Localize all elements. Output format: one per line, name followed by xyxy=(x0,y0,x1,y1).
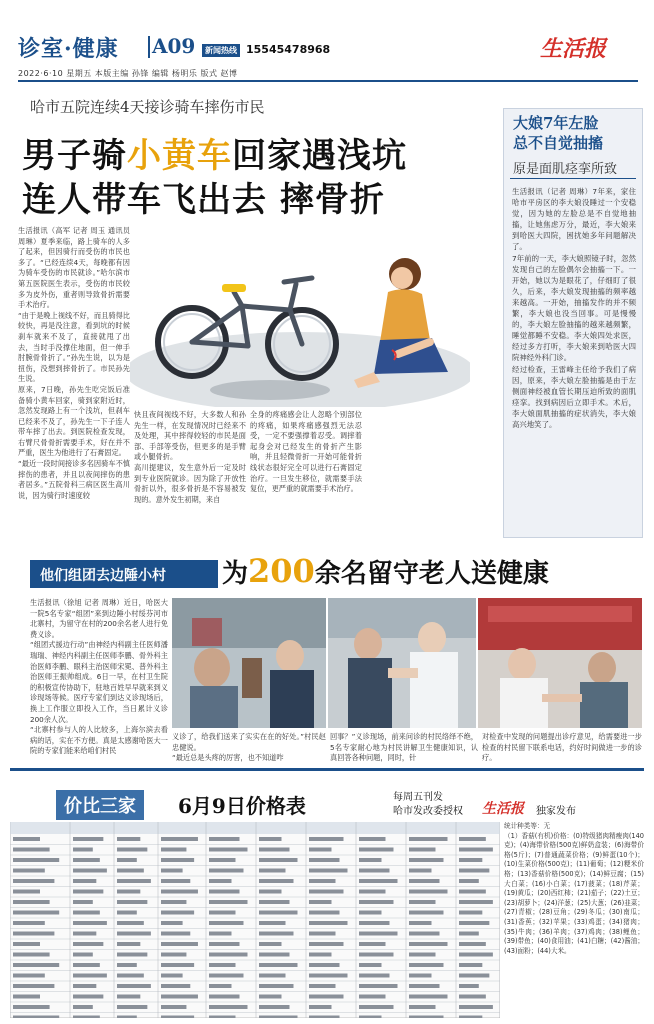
table-cell-text xyxy=(459,858,482,862)
table-cell-text xyxy=(459,837,486,841)
table-cell-text xyxy=(161,963,194,967)
table-cell-text xyxy=(359,911,382,915)
table-cell-text xyxy=(117,932,151,936)
table-cell-text xyxy=(409,932,440,936)
table-cell-text xyxy=(459,1016,482,1019)
table-cell-text xyxy=(409,879,440,883)
table-cell-text xyxy=(409,953,436,957)
price-brand-logo: 生活报 xyxy=(482,801,524,817)
table-cell-text xyxy=(117,900,147,904)
table-cell-text xyxy=(117,911,137,915)
table-cell-text xyxy=(409,963,444,967)
table-cell-text xyxy=(259,942,282,946)
price-section-rule xyxy=(10,768,644,771)
table-cell-text xyxy=(13,1005,50,1009)
table-cell-text xyxy=(409,848,436,852)
table-cell-text xyxy=(309,963,340,967)
table-cell-text xyxy=(13,837,40,841)
table-cell-text xyxy=(13,932,54,936)
table-cell-text xyxy=(359,974,390,978)
table-cell-text xyxy=(309,1016,340,1019)
table-cell-text xyxy=(259,879,294,883)
table-cell-text xyxy=(409,1005,436,1009)
lead-column-2: 快且夜间视线不好，大多数人和孙先生一样，在发现情况时已经来不及处理，其中摔得较轻的市民是面部、手部等受伤，但更多的是手臂或小腿骨折。 高川提建议，发生意外后一定及时到专业医院就诊。因为除了开放性骨折以外，很多骨折是不容易被发现的。意外发生初期，来自 xyxy=(134,410,246,504)
table-cell-text xyxy=(209,963,236,967)
table-cell-text xyxy=(359,942,386,946)
table-cell-text xyxy=(359,900,394,904)
table-cell-text xyxy=(117,837,140,841)
table-cell-text xyxy=(13,879,54,883)
table-cell-text xyxy=(459,984,479,988)
table-cell-text xyxy=(459,932,479,936)
table-cell-text xyxy=(13,869,45,873)
table-cell-text xyxy=(209,953,248,957)
table-cell-text xyxy=(409,911,444,915)
table-cell-text xyxy=(209,932,232,936)
table-cell-text xyxy=(73,911,100,915)
lead-headline-line1 xyxy=(22,128,407,177)
table-cell-text xyxy=(309,953,332,957)
table-cell-text xyxy=(73,879,96,883)
table-cell-text xyxy=(359,984,398,988)
table-cell-text xyxy=(309,921,348,925)
table-cell-text xyxy=(259,995,282,999)
table-cell-text xyxy=(13,921,45,925)
table-cell-text xyxy=(409,974,432,978)
price-authority: 哈市发改委授权 xyxy=(393,806,463,817)
issue-info: 2022·6·10 星期五 本版主编 孙锋 编辑 杨明乐 版式 赵博 xyxy=(18,69,238,78)
table-cell-text xyxy=(209,984,232,988)
table-cell-text xyxy=(459,921,489,925)
table-cell-text xyxy=(209,879,232,883)
table-cell-text xyxy=(13,890,40,894)
lead-headline-line2: 连人带车飞出去 摔骨折 xyxy=(22,180,385,220)
price-section-tag: 价比三家 xyxy=(56,790,144,820)
table-cell-text xyxy=(161,858,194,862)
table-cell-text xyxy=(209,911,236,915)
story2-column-4: 对检查中发现的问题提出诊疗意见，给需要进一步检查的村民留下联系电话，约好时间做进一步的诊疗。 xyxy=(482,732,642,763)
table-cell-text xyxy=(309,900,332,904)
table-cell-text xyxy=(409,942,448,946)
table-cell-text xyxy=(161,879,190,883)
table-cell-text xyxy=(259,1016,298,1019)
table-cell-text xyxy=(359,837,386,841)
headline-part: 男子骑 xyxy=(22,136,127,176)
lead-column-1: 生活报讯（高军 记者 周玉 通讯员 周琳）夏季来临，路上骑车的人多了起来，但因骑行而受伤的市民也多了。“已经连续4天，每晚都有因为骑车受伤的市民就诊。”哈尔滨市第五医院医生表示，受伤的市民较多为皮外伤，重者则导致骨折需要手术治疗。 “由于是晚上视线不好，而且骑得比较快，再是没注意，看到坑的时候刹车就来不及了，直接就甩了出去，当时手没撑住地面，但一伸手肘腕骨骨折了。”孙先生说，以为是扭伤，没想到摔骨折了。市民孙先生说。 原来，7日晚，孙先生吃完饭后准备骑小黄车回家，骑到家附近时，忽然发现路上有一个浅坑，但刹车已经来不及了，孙先生一下子连人带车摔了出去。到医院检查发现，右臂尺骨骨折需要手术，好在并不严重，医生为他进行了石膏固定。 “最近一段时间接诊多名因骑车不慎摔伤的患者，并且以夜间摔伤的患者居多。”五院骨科三病区医生高川说，因为骑行时速度较 xyxy=(18,226,130,500)
price-table xyxy=(10,822,500,1018)
headline-highlight: 小黄车 xyxy=(127,136,232,176)
table-cell-text xyxy=(359,963,382,967)
table-cell-text xyxy=(459,900,493,904)
table-cell-text xyxy=(161,932,190,936)
table-cell-text xyxy=(259,911,298,915)
table-cell-text xyxy=(209,995,240,999)
table-cell-text xyxy=(73,942,103,946)
table-cell-text xyxy=(309,984,336,988)
table-cell-text xyxy=(259,1005,290,1009)
table-cell-text xyxy=(459,953,493,957)
table-cell-text xyxy=(117,953,147,957)
story2-column-1: 生活报讯（徐旭 记者 周琳）近日，哈医大一院5名专家“组团”来到边陲小村绥芬河市北寨村，为留守在村的200余名老人进行免费义诊。 “组团式援边行动”由神经内科副主任医师潘瑞瑞、神经内科副主任医师李鹏、骨外科主治医师李鹏、眼科主治医师宋冕、普外科主治医师王振帅组成。6日一早，在村卫生院的积极宣传协助下，驻地百姓早早就来到义诊现场等候。医疗专家们到达义诊现场后，换上工作服立即投入工作，当日累计义诊200余人次。 “北寨村参与人的人比较多，上海尔滨去看病的话，实在不方便。真是太感谢哈医大一院的专家们能来给咱们村民 xyxy=(30,598,168,756)
table-cell-text xyxy=(309,932,336,936)
table-cell-text xyxy=(73,963,100,967)
table-cell-text xyxy=(13,848,50,852)
table-cell-text xyxy=(259,900,290,904)
table-cell-text xyxy=(309,879,336,883)
table-cell-text xyxy=(13,858,59,862)
table-cell-text xyxy=(117,984,151,988)
table-cell-text xyxy=(73,900,93,904)
header-rule xyxy=(18,80,638,82)
table-cell-text xyxy=(309,837,344,841)
headline-part: 余名留守老人送健康 xyxy=(314,559,549,589)
table-cell-text xyxy=(309,869,348,873)
table-cell-text xyxy=(459,911,482,915)
table-cell-text xyxy=(73,837,103,841)
table-cell-text xyxy=(409,995,448,999)
table-cell-text xyxy=(459,995,486,999)
table-cell-text xyxy=(161,1005,186,1009)
table-cell-text xyxy=(259,890,282,894)
table-cell-text xyxy=(359,869,390,873)
story2-column-3: 回事？”义诊现场，前来问诊的村民络绎不绝，5名专家耐心地为村民讲解卫生健康知识，认真回答各种问题，同时，针 xyxy=(330,732,478,763)
table-cell-text xyxy=(117,879,151,883)
table-cell-text xyxy=(73,848,93,852)
table-cell-text xyxy=(409,921,432,925)
table-cell-text xyxy=(117,995,140,999)
table-cell-text xyxy=(117,942,140,946)
table-cell-text xyxy=(309,848,332,852)
table-cell-text xyxy=(259,953,290,957)
table-cell-text xyxy=(409,890,448,894)
clinic-photo-3 xyxy=(478,598,642,728)
table-cell-text xyxy=(13,963,59,967)
table-cell-text xyxy=(117,1016,137,1019)
table-cell-text xyxy=(161,848,186,852)
table-cell-text xyxy=(259,963,298,967)
table-cell-text xyxy=(409,900,436,904)
table-cell-text xyxy=(259,974,286,978)
table-cell-text xyxy=(209,900,248,904)
table-cell-text xyxy=(73,890,103,894)
table-cell-text xyxy=(359,879,398,883)
table-cell-text xyxy=(13,911,59,915)
sidebar-body: 生活报讯（记者 周琳）7年来，家住哈市平房区的李大娘没睡过一个安稳觉，因为她的左脸总是不自觉地抽搐，让她焦虑万分，最近，李大娘来到哈医大四院，困扰她多年问题解决了。 7年前的一天，李大娘照镜子时，忽然发现自己的左脸偶尔会抽搐一下。一开始，她以为是眼花了，仔细盯了很久，后来，李大娘发现抽搐的频率越来越高。一开始，抽搐发作的并不频繁，李大娘也没当回事。可是慢慢的，李大娘左脸抽搐的越来越频繁，睡觉都睡不安稳。李大娘四处求医，经过多方打听，李大娘来到哈医大四院神经外科门诊。 经过检查，王雷峰主任给予我们了病因，原来，李大娘左脸抽搐是由于左侧面神经被血管长期压迫所致的面肌痉挛。找到病因后立即手术。术后，李大娘面肌抽搐的症状消失，李大娘高兴地笑了。 xyxy=(512,187,636,429)
table-cell-text xyxy=(309,974,348,978)
page-number: A09 xyxy=(152,34,196,58)
headline-part: 回家遇浅坑 xyxy=(232,136,407,176)
table-cell-text xyxy=(459,963,482,967)
table-cell-text xyxy=(259,848,290,852)
table-cell-text xyxy=(209,837,240,841)
table-cell-text xyxy=(117,858,137,862)
table-cell-text xyxy=(309,911,340,915)
table-cell-text xyxy=(359,995,386,999)
hotline-number: 15545478968 xyxy=(246,43,331,56)
table-cell-text xyxy=(117,921,144,925)
table-cell-text xyxy=(409,869,432,873)
story2-banner: 他们组团去边陲小村 xyxy=(30,560,218,588)
table-cell-text xyxy=(117,963,137,967)
table-cell-text xyxy=(161,911,194,915)
header-divider xyxy=(148,36,150,58)
table-cell-text xyxy=(409,837,448,841)
table-cell-text xyxy=(73,921,107,925)
lead-column-3: 全身的疼痛感会让人忽略个别部位的疼痛，如果疼痛感强烈无法忍受，一定不要强撑着忍受。调摔着起身会对已经发生的骨折产生影响，并且轻微骨折一开始可能骨折线状态很好完全可以进行石膏固定治疗。一旦发生移位，就需要手法复位，更严重的就需要手术治疗。 xyxy=(250,410,362,494)
table-cell-text xyxy=(161,942,198,946)
table-cell-text xyxy=(359,932,398,936)
table-cell-text xyxy=(459,890,486,894)
clinic-photo-1 xyxy=(172,598,326,728)
table-cell-text xyxy=(73,984,96,988)
table-cell-text xyxy=(309,995,344,999)
table-cell-text xyxy=(259,837,282,841)
table-cell-text xyxy=(161,921,183,925)
table-cell-text xyxy=(13,995,40,999)
price-notes: 统计种类等：无 （1）香菇(有机)价格：(0)特级猪肉精瘦肉(140克)；(4)海带价格(500克)鲜奶盒装；(6)海带价格(5斤)；(7)普通蔬菜价格；(9)鲜蛋(10个)；(10)生菜价格(500克)；(11)葡萄；(12)粳米价格；(13)香菇价格(500克)；(14)鲜豆腐；(15)大白菜；(16)小白菜；(17)菠菜；(18)芹菜；(19)黄瓜；(20)西红柿；(21)茄子；(22)土豆；(23)胡萝卜；(24)洋葱；(25)大葱；(26)韭菜；(27)青椒；(28)豆角；(29)冬瓜；(30)南瓜；(31)香蕉；(32)苹果；(33)鸡蛋；(34)猪肉；(35)牛肉；(36)羊肉；(37)鸡肉；(38)鲤鱼；(39)带鱼；(40)食用油；(41)白糖；(42)酱油；(43)面粉；(44)大米。 xyxy=(504,822,644,955)
story2-headline xyxy=(222,552,549,590)
table-cell-text xyxy=(209,974,244,978)
sidebar-subheadline: 原是面肌痉挛所致 xyxy=(513,162,618,177)
table-cell-text xyxy=(359,1016,382,1019)
table-cell-text xyxy=(73,974,107,978)
table-cell-text xyxy=(259,858,298,862)
story2-column-2: 义诊了，给我们送来了实实在在的好处。”村民赵忠健说。 “最近总是头疼的厉害，也不知道咋 xyxy=(172,732,326,763)
lead-subheadline: 哈市五院连续4天接诊骑车摔伤市民 xyxy=(30,98,265,116)
table-cell-text xyxy=(73,932,96,936)
table-cell-text xyxy=(13,974,45,978)
table-cell-text xyxy=(161,1016,194,1019)
table-cell-text xyxy=(459,879,479,883)
sidebar-headline-1: 大娘7年左脸 xyxy=(513,114,599,132)
table-cell-text xyxy=(73,1016,100,1019)
table-cell-text xyxy=(117,869,144,873)
table-cell-text xyxy=(459,848,493,852)
table-cell-text xyxy=(161,995,198,999)
table-cell-text xyxy=(73,995,103,999)
table-cell-text xyxy=(13,984,54,988)
table-cell-text xyxy=(209,1005,248,1009)
sidebar-headline-2: 总不自觉抽搐 xyxy=(513,134,604,152)
price-brand-tail: 独家发布 xyxy=(536,806,576,817)
price-table-title: 6月9日价格表 xyxy=(178,794,306,818)
table-cell-text xyxy=(409,984,440,988)
table-cell-text xyxy=(359,1005,394,1009)
table-cell-text xyxy=(73,953,93,957)
table-cell-text xyxy=(459,942,486,946)
price-frequency: 每周五刊发 xyxy=(393,792,443,803)
table-cell-text xyxy=(259,984,294,988)
table-cell-text xyxy=(459,1005,493,1009)
table-cell-text xyxy=(359,890,386,894)
table-cell-text xyxy=(73,1005,93,1009)
table-cell-text xyxy=(161,984,190,988)
table-cell-text xyxy=(209,848,248,852)
table-cell-text xyxy=(409,858,444,862)
table-cell-text xyxy=(13,942,40,946)
table-cell-text xyxy=(209,890,240,894)
table-cell-text xyxy=(161,900,186,904)
table-cell-text xyxy=(209,858,236,862)
table-cell-text xyxy=(13,900,50,904)
table-cell-text xyxy=(359,953,394,957)
table-cell-text xyxy=(209,1016,236,1019)
bicycle-accident-illustration xyxy=(130,222,470,407)
table-cell-text xyxy=(161,869,183,873)
table-cell-text xyxy=(309,942,344,946)
newspaper-logo: 生活报 xyxy=(540,36,607,62)
table-cell-text xyxy=(13,953,50,957)
sidebar-rule xyxy=(510,178,636,179)
table-cell-text xyxy=(117,974,144,978)
table-cell-text xyxy=(359,858,382,862)
table-cell-text xyxy=(117,1005,147,1009)
table-cell-text xyxy=(161,837,198,841)
table-cell-text xyxy=(309,890,344,894)
table-cell-text xyxy=(161,890,198,894)
table-cell-text xyxy=(359,921,390,925)
table-cell-text xyxy=(259,921,286,925)
table-cell-text xyxy=(13,1016,59,1019)
table-cell-text xyxy=(309,1005,332,1009)
table-cell-text xyxy=(259,869,286,873)
table-cell-text xyxy=(309,858,340,862)
table-cell-text xyxy=(259,932,294,936)
table-cell-text xyxy=(73,858,100,862)
headline-part: 为 xyxy=(222,559,249,589)
clinic-photo-2 xyxy=(328,598,476,728)
table-cell-text xyxy=(117,890,140,894)
table-cell-text xyxy=(209,942,240,946)
table-cell-text xyxy=(117,848,147,852)
table-cell-text xyxy=(73,869,107,873)
table-cell-text xyxy=(161,974,183,978)
table-cell-text xyxy=(409,1016,444,1019)
table-cell-text xyxy=(161,953,186,957)
headline-number: 200 xyxy=(248,552,315,590)
table-cell-text xyxy=(459,974,489,978)
table-cell-text xyxy=(459,869,489,873)
table-cell-text xyxy=(209,921,244,925)
hotline-label: 新闻热线 xyxy=(202,44,240,57)
table-cell-text xyxy=(359,848,394,852)
section-title: 诊室·健康 xyxy=(18,36,119,62)
table-cell-text xyxy=(209,869,244,873)
